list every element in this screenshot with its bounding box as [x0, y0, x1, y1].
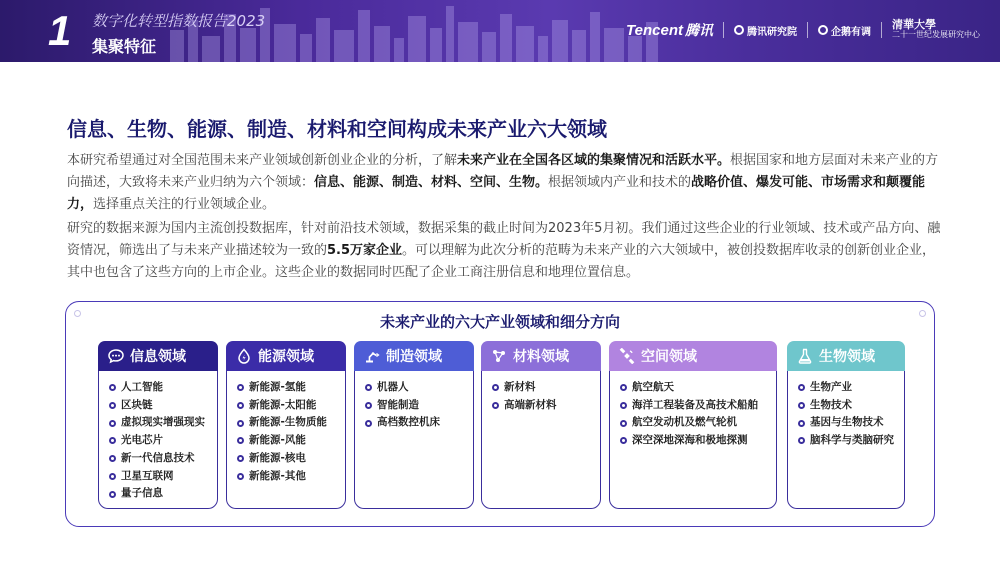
bullet-icon [109, 455, 116, 462]
tsinghua-logo: 清華大學 二十一世纪发展研究中心 [892, 18, 980, 39]
list-item: 人工智能 [109, 379, 217, 397]
list-item: 光电芯片 [109, 432, 217, 450]
logo-divider [723, 22, 724, 38]
bullet-icon [620, 384, 627, 391]
list-item: 生物产业 [798, 379, 904, 397]
domain-column-bio [787, 341, 905, 509]
list-item: 生物技术 [798, 397, 904, 415]
list-item: 高端新材料 [492, 397, 600, 415]
bullet-icon [620, 402, 627, 409]
domain-column-manufacturing [354, 341, 474, 509]
domain-items [609, 370, 777, 509]
list-item: 虚拟现实增强现实 [109, 414, 217, 432]
list-item: 卫星互联网 [109, 468, 217, 486]
bullet-icon [237, 402, 244, 409]
list-item: 基因与生物技术 [798, 414, 904, 432]
section-name: 集聚特征 [92, 37, 157, 56]
research-mark-icon [734, 25, 744, 35]
text-run: 本研究希望通过对全国范围未来产业领域创新创业企业的分析，了解 [67, 153, 458, 168]
domain-column-materials [481, 341, 601, 509]
bullet-icon [237, 384, 244, 391]
domain-tab [787, 341, 905, 371]
list-item: 新能源-风能 [237, 432, 345, 450]
domain-column-info [98, 341, 218, 509]
bullet-icon [798, 402, 805, 409]
domain-tab [98, 341, 218, 371]
list-item: 新一代信息技术 [109, 450, 217, 468]
list-item: 新能源-其他 [237, 468, 345, 486]
domain-label: 能源领域 [258, 349, 314, 365]
method-paragraph [67, 218, 947, 284]
bullet-icon [109, 384, 116, 391]
partner-logos [626, 20, 980, 40]
energy-drop-icon [236, 348, 252, 364]
logo-divider [881, 22, 882, 38]
list-item: 新材料 [492, 379, 600, 397]
list-item: 脑科学与类脑研究 [798, 432, 904, 450]
domain-items [481, 370, 601, 509]
bold-run: 信息、能源、制造、材料、空间、生物。 [314, 175, 549, 190]
bullet-icon [237, 455, 244, 462]
list-item: 海洋工程装备及高技术船舶 [620, 397, 776, 415]
domain-items [226, 370, 346, 509]
list-item: 深空深地深海和极地探测 [620, 432, 776, 450]
satellite-icon [619, 348, 635, 364]
domain-column-space [609, 341, 777, 509]
bullet-icon [365, 420, 372, 427]
header-banner [0, 0, 1000, 62]
list-item: 新能源-太阳能 [237, 397, 345, 415]
bullet-icon [492, 402, 499, 409]
domain-items [354, 370, 474, 509]
list-item: 高档数控机床 [365, 414, 473, 432]
list-item: 新能源-生物质能 [237, 414, 345, 432]
robot-arm-icon [364, 348, 380, 364]
bullet-icon [109, 491, 116, 498]
domain-items [98, 370, 218, 509]
list-item: 机器人 [365, 379, 473, 397]
card-title: 未来产业的六大产业领域和细分方向 [379, 313, 620, 331]
tencent-research-logo: 腾讯研究院 [734, 23, 797, 38]
qipeng-logo: 企鹅有调 [818, 23, 871, 38]
domain-tab [226, 341, 346, 371]
domain-column-energy [226, 341, 346, 509]
molecule-icon [491, 348, 507, 364]
text-run: 根据国家和地方层面对未来产业的方向描述，大致将未来产业归纳为六个领域： [67, 153, 939, 190]
list-item: 航空航天 [620, 379, 776, 397]
domain-label: 制造领域 [386, 349, 442, 365]
bold-run: 未来产业在全国各区域的集聚情况和活跃水平。 [457, 153, 731, 168]
bold-run: 5.5万家企业 [327, 243, 403, 258]
bold-run: 战略价值、爆发可能、市场需求和颠覆能力， [67, 175, 926, 212]
bullet-icon [365, 384, 372, 391]
intro-paragraph [67, 150, 947, 216]
text-run: 研究的数据来源为国内主流创投数据库，针对前沿技术领域，数据采集的截止时间为2023年5月初。我们通过这些企业的行业领域、技术或产品方向、融资情况，筛选出了与未来产业描述较为一致的 [67, 221, 941, 258]
domain-tab [354, 341, 474, 371]
domain-items [787, 370, 905, 509]
bullet-icon [492, 384, 499, 391]
list-item: 智能制造 [365, 397, 473, 415]
bullet-icon [237, 473, 244, 480]
flask-icon [797, 348, 813, 364]
list-item: 新能源-核电 [237, 450, 345, 468]
text-run: 。可以理解为此次分析的范畴为未来产业的六大领域中，被创投数据库收录的创新创业企业，其中也包含了这些方向的上市企业。这些企业的数据同时匹配了企业工商注册信息和地理位置信息。 [67, 243, 936, 280]
domain-tab [609, 341, 777, 371]
text-run: 选择重点关注的行业领域企业。 [93, 197, 276, 212]
domain-label: 材料领域 [513, 349, 569, 365]
bullet-icon [798, 420, 805, 427]
bullet-icon [109, 402, 116, 409]
bullet-icon [109, 473, 116, 480]
bullet-icon [237, 437, 244, 444]
bullet-icon [109, 437, 116, 444]
bullet-icon [798, 384, 805, 391]
bullet-icon [798, 437, 805, 444]
bullet-icon [237, 420, 244, 427]
bullet-icon [365, 402, 372, 409]
chat-bubble-icon [108, 348, 124, 364]
list-item: 航空发动机及燃气轮机 [620, 414, 776, 432]
penguin-mark-icon [818, 25, 828, 35]
report-title: 数字化转型指数报告2023 [92, 12, 266, 30]
bullet-icon [109, 420, 116, 427]
page-title: 信息、生物、能源、制造、材料和空间构成未来产业六大领域 [67, 117, 607, 141]
logo-divider [807, 22, 808, 38]
domain-tab [481, 341, 601, 371]
text-run: 根据领域内产业和技术的 [548, 175, 692, 190]
bullet-icon [620, 437, 627, 444]
domain-label: 空间领域 [641, 349, 697, 365]
section-number: 1 [48, 7, 72, 54]
tencent-logo: Tencent 腾讯 [626, 22, 713, 39]
domain-label: 信息领域 [130, 349, 186, 365]
list-item: 新能源-氢能 [237, 379, 345, 397]
list-item: 量子信息 [109, 485, 217, 503]
domain-label: 生物领域 [819, 349, 875, 365]
bullet-icon [620, 420, 627, 427]
list-item: 区块链 [109, 397, 217, 415]
